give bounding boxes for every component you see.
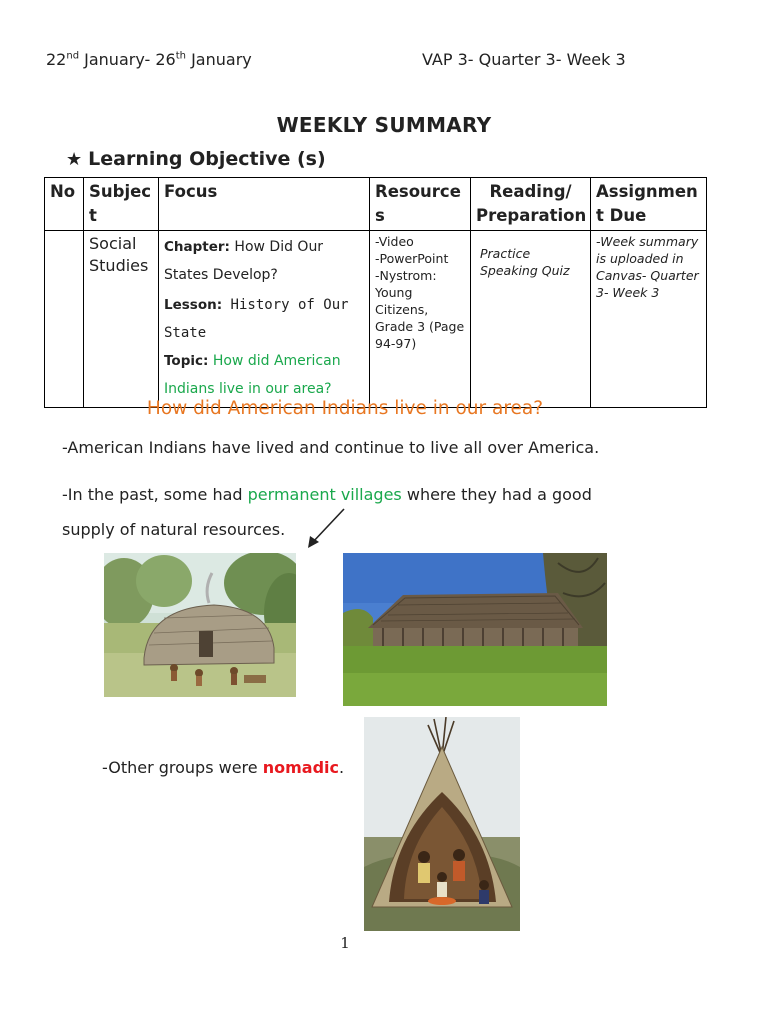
chapter-line: Chapter: How Did Our States Develop?	[164, 239, 324, 283]
star-icon: ★	[66, 149, 83, 170]
learning-objective-heading: ★ Learning Objective (s)	[66, 148, 326, 170]
col-header-reading: Reading/ Preparation	[471, 178, 591, 231]
cell-subject: Social Studies	[84, 231, 159, 408]
paragraph-american-indians: -American Indians have lived and continue to live all over America.	[62, 438, 600, 457]
page-title: WEEKLY SUMMARY	[276, 113, 492, 137]
paragraph-permanent-villages: -In the past, some had permanent villages where they had a good	[62, 485, 592, 504]
cell-resources	[370, 231, 471, 408]
cell-no	[45, 231, 84, 408]
resource-item: -Video	[375, 234, 414, 249]
col-header-focus: Focus	[159, 178, 370, 231]
longhouse-painting-image	[104, 553, 296, 697]
resource-item: -Nystrom: Young Citizens, Grade 3 (Page 94-97)	[375, 268, 465, 351]
col-header-assignment: Assignmen t Due	[591, 178, 707, 231]
table-header-row	[45, 178, 707, 231]
resource-item: -PowerPoint	[375, 251, 449, 266]
col-header-subject: Subjec t	[84, 178, 159, 231]
longhouse-photo-image	[343, 553, 607, 706]
tipi-illustration-image	[364, 717, 520, 931]
course-label: VAP 3- Quarter 3- Week 3	[422, 50, 626, 69]
paragraph-natural-resources: supply of natural resources.	[62, 520, 286, 539]
lesson-line: Lesson: History of Our State	[164, 297, 349, 341]
cell-focus	[159, 231, 370, 408]
cell-reading: Practice Speaking Quiz	[471, 231, 591, 408]
page-number: 1	[340, 934, 350, 952]
table-row	[45, 231, 707, 408]
section-question: How did American Indians live in our area?	[146, 398, 544, 419]
arrow-icon	[300, 505, 350, 550]
col-header-no: No	[45, 178, 84, 231]
date-range: 22nd January- 26th January	[46, 50, 252, 69]
cell-assignment: -Week summary is uploaded in Canvas- Quarter 3- Week 3	[591, 231, 707, 408]
topic-line: Topic: How did American Indians live in our area?	[164, 353, 341, 397]
weekly-plan-table	[44, 177, 707, 408]
col-header-resources: Resource s	[370, 178, 471, 231]
paragraph-nomadic: -Other groups were nomadic.	[102, 758, 345, 777]
